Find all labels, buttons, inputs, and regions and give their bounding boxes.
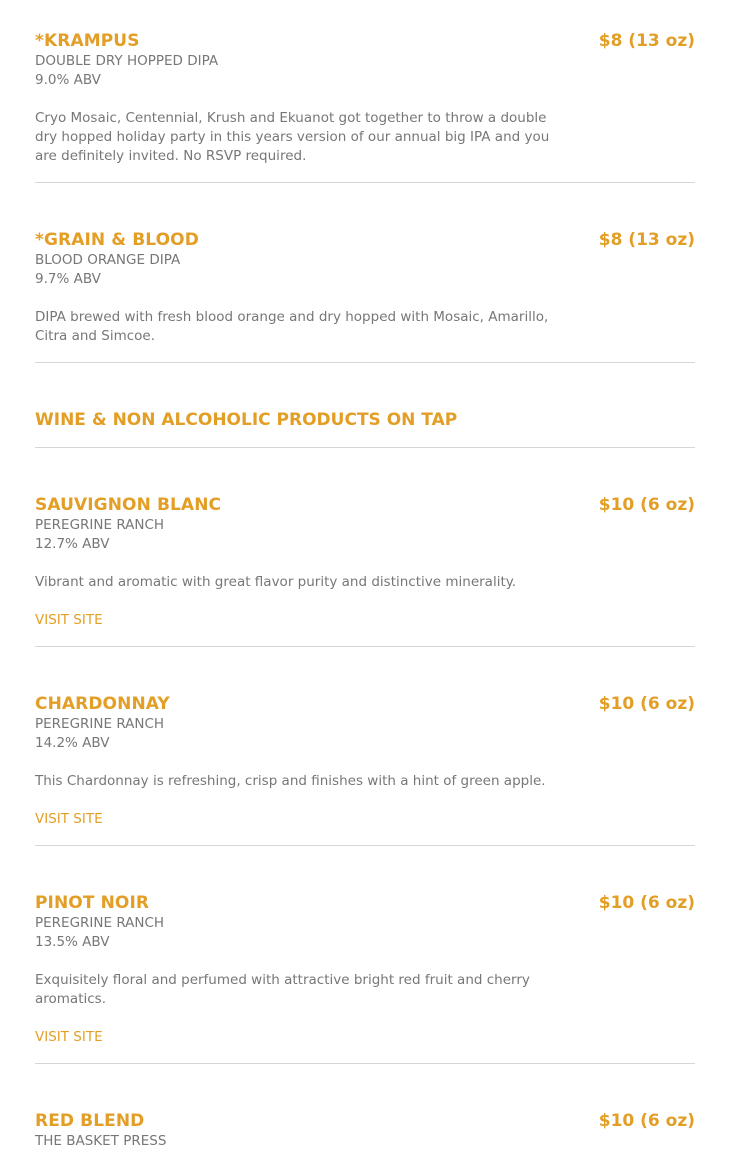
item-description: DIPA brewed with fresh blood orange and dry hopped with Mosaic, Amarillo, Citra and Simcoe. bbox=[35, 309, 549, 344]
item-name: *KRAMPUS bbox=[35, 31, 140, 51]
item-producer: PEREGRINE RANCH bbox=[35, 517, 165, 533]
item-abv: 12.7% ABV bbox=[35, 536, 110, 552]
item-abv: 13.5% ABV bbox=[35, 934, 110, 950]
item-producer: PEREGRINE RANCH bbox=[35, 716, 165, 732]
item-price: $10 (6 oz) bbox=[598, 694, 695, 714]
menu-item bbox=[35, 846, 695, 1064]
section-title: WINE & NON ALCOHOLIC PRODUCTS ON TAP bbox=[35, 410, 458, 430]
menu-item bbox=[35, 183, 695, 363]
visit-site-link[interactable]: VISIT SITE bbox=[35, 1029, 103, 1045]
item-name: CHARDONNAY bbox=[35, 694, 170, 714]
visit-site-link[interactable]: VISIT SITE bbox=[35, 612, 103, 628]
item-price: $10 (6 oz) bbox=[598, 893, 695, 913]
menu-item bbox=[35, 448, 695, 647]
item-price: $10 (6 oz) bbox=[598, 1111, 695, 1131]
section-header bbox=[35, 363, 695, 448]
item-description: This Chardonnay is refreshing, crisp and finishes with a hint of green apple. bbox=[35, 773, 546, 789]
item-description: Vibrant and aromatic with great flavor purity and distinctive minerality. bbox=[35, 574, 517, 590]
item-price: $8 (13 oz) bbox=[598, 31, 695, 51]
item-style: DOUBLE DRY HOPPED DIPA bbox=[35, 53, 219, 69]
item-description: Exquisitely floral and perfumed with attractive bright red fruit and cherry aromatics. bbox=[35, 972, 530, 1007]
menu-item bbox=[35, 647, 695, 846]
item-abv: 14.2% ABV bbox=[35, 735, 110, 751]
item-producer: THE BASKET PRESS bbox=[35, 1133, 167, 1149]
item-name: RED BLEND bbox=[35, 1111, 145, 1131]
item-price: $10 (6 oz) bbox=[598, 495, 695, 515]
item-name: *GRAIN & BLOOD bbox=[35, 230, 199, 250]
tap-menu bbox=[35, 0, 695, 1151]
item-name: PINOT NOIR bbox=[35, 893, 150, 913]
visit-site-link[interactable]: VISIT SITE bbox=[35, 811, 103, 827]
item-description: Cryo Mosaic, Centennial, Krush and Ekuanot got together to throw a double dry hopped holiday party in this years version of our annual big IPA and you are definitely invited. No RSVP required. bbox=[35, 110, 550, 164]
item-producer: PEREGRINE RANCH bbox=[35, 915, 165, 931]
menu-item bbox=[35, 1064, 695, 1151]
item-abv: 9.7% ABV bbox=[35, 271, 101, 287]
item-price: $8 (13 oz) bbox=[598, 230, 695, 250]
menu-item bbox=[35, 0, 695, 183]
item-name: SAUVIGNON BLANC bbox=[35, 495, 222, 515]
item-style: BLOOD ORANGE DIPA bbox=[35, 252, 181, 268]
item-abv: 9.0% ABV bbox=[35, 72, 101, 88]
